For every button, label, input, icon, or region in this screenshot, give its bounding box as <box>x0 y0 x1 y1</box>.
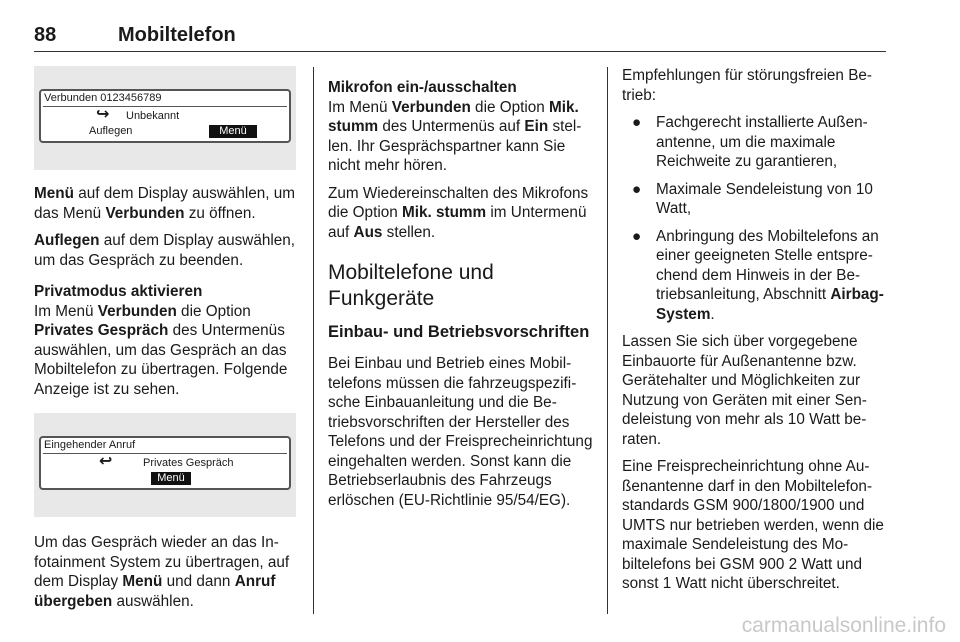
page-header <box>34 22 886 52</box>
bullet-list <box>622 113 888 324</box>
call-return-icon: ↩ <box>99 453 113 470</box>
column-1 <box>34 66 302 619</box>
lcd-hangup-option: Auflegen <box>89 125 133 137</box>
list-item: ● Fachgerecht installierte Außenantenne, um die maximale Reichweite zu garantieren, <box>632 114 868 170</box>
column-divider <box>607 67 608 614</box>
lcd-title: Verbunden 0123456789 <box>44 92 162 104</box>
paragraph: Menü auf dem Display auswählen, um das Menü Verbunden zu öffnen. <box>34 185 296 222</box>
lcd-private-call: Privates Gespräch <box>143 457 234 469</box>
paragraph: Bei Einbau und Betrieb eines Mobiltelefons müssen die fahrzeugspezifische Einbauanleitung und die Betriebsvorschriften der Hersteller des Telefons und der Freisprecheinrichtung eingehalten werden. Sonst kann die Betriebserlaubnis des Fahrzeugs erlöschen (EU-Richtlinie 95/54/EG). <box>328 355 593 509</box>
section-subheading: Einbau- und Betriebsvorschriften <box>328 323 590 341</box>
paragraph: Zum Wiedereinschalten des Mikrofons die Option Mik. stumm im Untermenü auf Aus stellen. <box>328 184 589 241</box>
display-screenshot-connected <box>34 66 296 170</box>
subheading: Privatmodus aktivieren <box>34 283 203 300</box>
section-heading: Mobiltelefone und Funkgeräte <box>328 261 494 310</box>
watermark: carmanualsonline.info <box>741 614 946 637</box>
lcd-divider <box>43 453 287 454</box>
paragraph: Um das Gespräch wieder an das Infotainment System zu übertragen, auf dem Display Menü und dann Anruf übergeben auswählen. <box>34 534 290 610</box>
lcd-frame <box>39 436 291 490</box>
paragraph: Lassen Sie sich über vorgegebene Einbauorte für Außenantenne bzw. Gerätehalter und Möglichkeiten zur Nutzung von Geräten mit einer Sendeleistung von mehr als 10 Watt beraten. <box>622 333 867 448</box>
lcd-menu-button: Menü <box>209 125 257 138</box>
column-divider <box>313 67 314 614</box>
list-item: ● Maximale Sendeleistung von 10 Watt, <box>632 180 873 217</box>
bullet-icon: ● <box>632 114 642 131</box>
paragraph: Auflegen auf dem Display auswählen, um das Gespräch zu beenden. <box>34 232 296 269</box>
lcd-caller: Unbekannt <box>126 110 180 122</box>
lcd-title: Eingehender Anruf <box>44 439 136 451</box>
display-screenshot-incoming <box>34 413 296 517</box>
subheading: Mikrofon ein-/ausschalten <box>328 79 517 96</box>
bullet-icon: ● <box>632 180 642 198</box>
paragraph: Eine Freisprecheinrichtung ohne Außenantenne darf in den Mobiltelefonstandards GSM 900/1800/1900 und UMTS nur betrieben werden, wenn die maximale Sendeleistung des Mobiltelefons bei GSM 900 2 Watt und sonst 1 Watt nicht überschreitet. <box>622 458 884 592</box>
list-item: ● Anbringung des Mobiltelefons an einer geeigneten Stelle entsprechend dem Hinweis in der Betriebsanleitung, Abschnitt Airbag-System. <box>632 227 884 323</box>
page-title: Mobiltelefon <box>118 24 236 46</box>
call-forward-icon: ↪ <box>96 106 110 123</box>
lcd-divider <box>43 106 287 107</box>
lcd-menu-button: Menü <box>151 472 191 485</box>
paragraph: Im Menü Verbunden die Option Mik. stumm des Untermenüs auf Ein stellen. Ihr Gesprächspartner kann Sie nicht mehr hören. <box>328 98 582 174</box>
bullet-icon: ● <box>632 227 642 245</box>
lcd-frame <box>39 89 291 143</box>
paragraph: Im Menü Verbunden die Option Privates Gespräch des Untermenüs auswählen, um das Gespräch an das Mobiltelefon zu übertragen. Folgende Anzeige ist zu sehen. <box>34 302 288 398</box>
column-2 <box>328 66 593 518</box>
column-3 <box>622 66 888 602</box>
page-number: 88 <box>34 24 57 46</box>
paragraph: Empfehlungen für störungsfreien Betrieb: <box>622 67 873 104</box>
